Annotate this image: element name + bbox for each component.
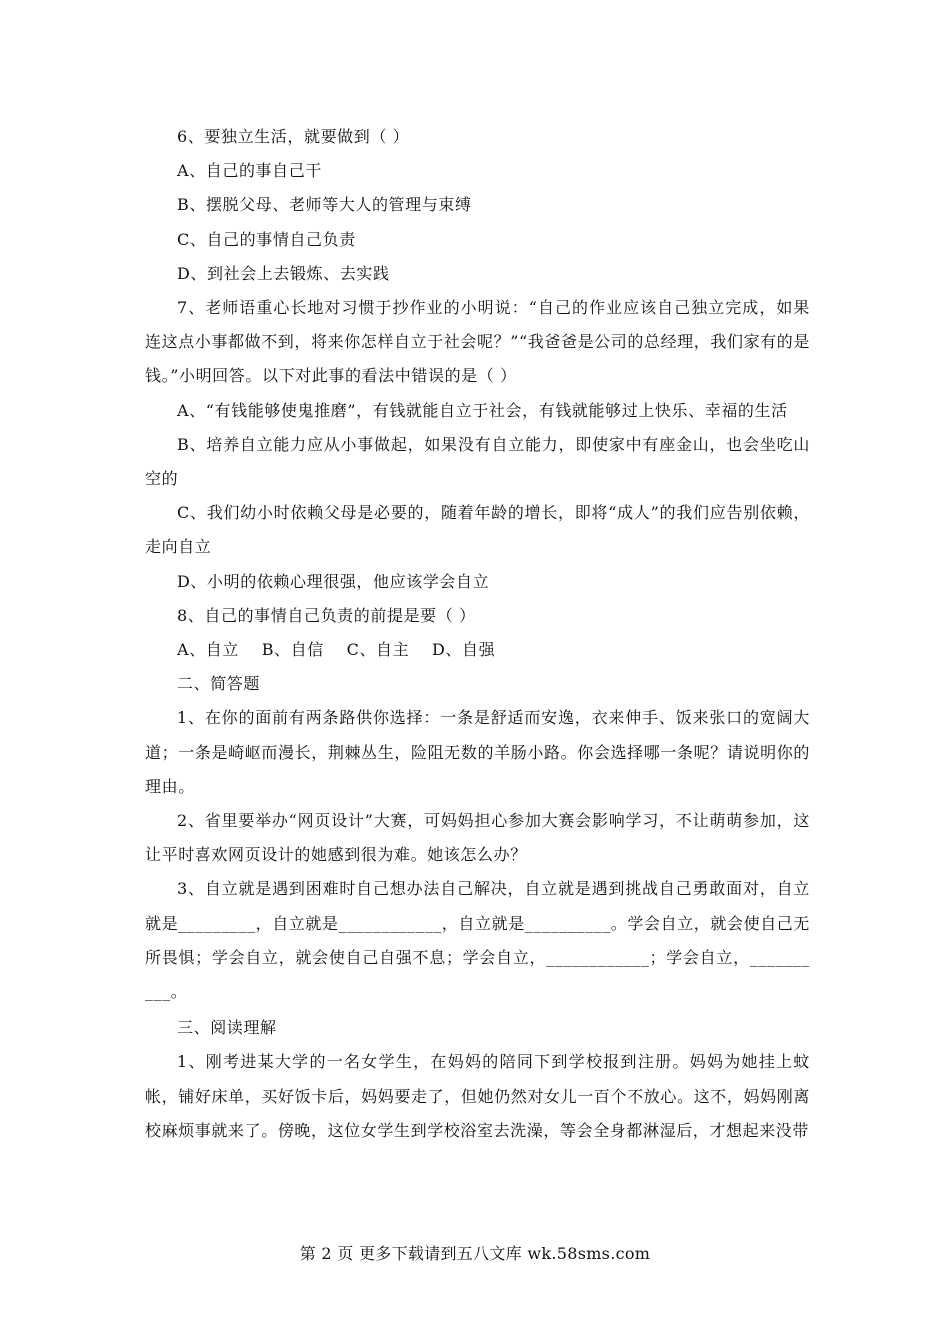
question-6-option-b: B、摆脱父母、老师等大人的管理与束缚 [177, 195, 472, 215]
reading-item-1: 1、刚考进某大学的一名女学生，在妈妈的陪同下到学校报到注册。妈妈为她挂上蚊帐，铺好床单，买好饭卡后，妈妈要走了，但她仍然对女儿一百个不放心。这不，妈妈刚离校麻烦事就来了。傍晚，这位女学生到学校浴室去洗澡，等会全身都淋湿后，才想起来没带 [145, 1052, 810, 1140]
question-6-option-d: D、到社会上去锻炼、去实践 [177, 263, 390, 283]
short-answer-item-2: 2、省里要举办“网页设计”大赛，可妈妈担心参加大赛会影响学习，不让萌萌参加，这让平时喜欢网页设计的她感到很为难。她该怎么办？ [145, 811, 810, 865]
question-8-options: A、自立 B、自信 C、自主 D、自强 [177, 640, 496, 660]
short-answer-item-3: 3、自立就是遇到困难时自己想办法自己解决，自立就是遇到挑战自己勇敢面对，自立就是_________，自立就是____________，自立就是__________。学会自立，就会使自己无所畏惧；学会自立，就会使自己自强不息；学会自立，____________；学会自立，__________。 [145, 879, 811, 1002]
question-6-option-c: C、自己的事情自己负责 [177, 229, 356, 249]
question-7-option-c: C、我们幼小时依赖父母是必要的，随着年龄的增长，即将“成人”的我们应告别依赖，走向自立 [145, 503, 810, 557]
question-7-stem: 7、老师语重心长地对习惯于抄作业的小明说：“自己的作业应该自己独立完成，如果连这点小事都做不到，将来你怎样自立于社会呢？”“我爸爸是公司的总经理，我们家有的是钱。”小明回答。以下对此事的看法中错误的是（ ） [145, 298, 810, 386]
section-heading-short-answer: 二、简答题 [177, 674, 261, 694]
question-6-option-a: A、自己的事自己干 [177, 161, 322, 181]
question-7-option-d: D、小明的依赖心理很强，他应该学会自立 [177, 571, 490, 591]
page-footer: 第 2 页 更多下载请到五八文库 wk.58sms.com [299, 1244, 651, 1263]
short-answer-item-1: 1、在你的面前有两条路供你选择：一条是舒适而安逸，衣来伸手、饭来张口的宽阔大道；一条是崎岖而漫长，荆棘丛生，险阻无数的羊肠小路。你会选择哪一条呢？请说明你的理由。 [145, 708, 810, 796]
question-7-option-a: A、“有钱能够使鬼推磨”，有钱就能自立于社会，有钱就能够过上快乐、幸福的生活 [177, 400, 788, 420]
question-8-stem: 8、自己的事情自己负责的前提是要（ ） [177, 605, 476, 625]
question-6-stem: 6、要独立生活，就要做到（ ） [177, 127, 410, 146]
document-body [145, 120, 810, 1148]
section-heading-reading: 三、阅读理解 [177, 1018, 277, 1038]
question-7-option-b: B、培养自立能力应从小事做起，如果没有自立能力，即使家中有座金山，也会坐吃山空的 [145, 434, 810, 489]
